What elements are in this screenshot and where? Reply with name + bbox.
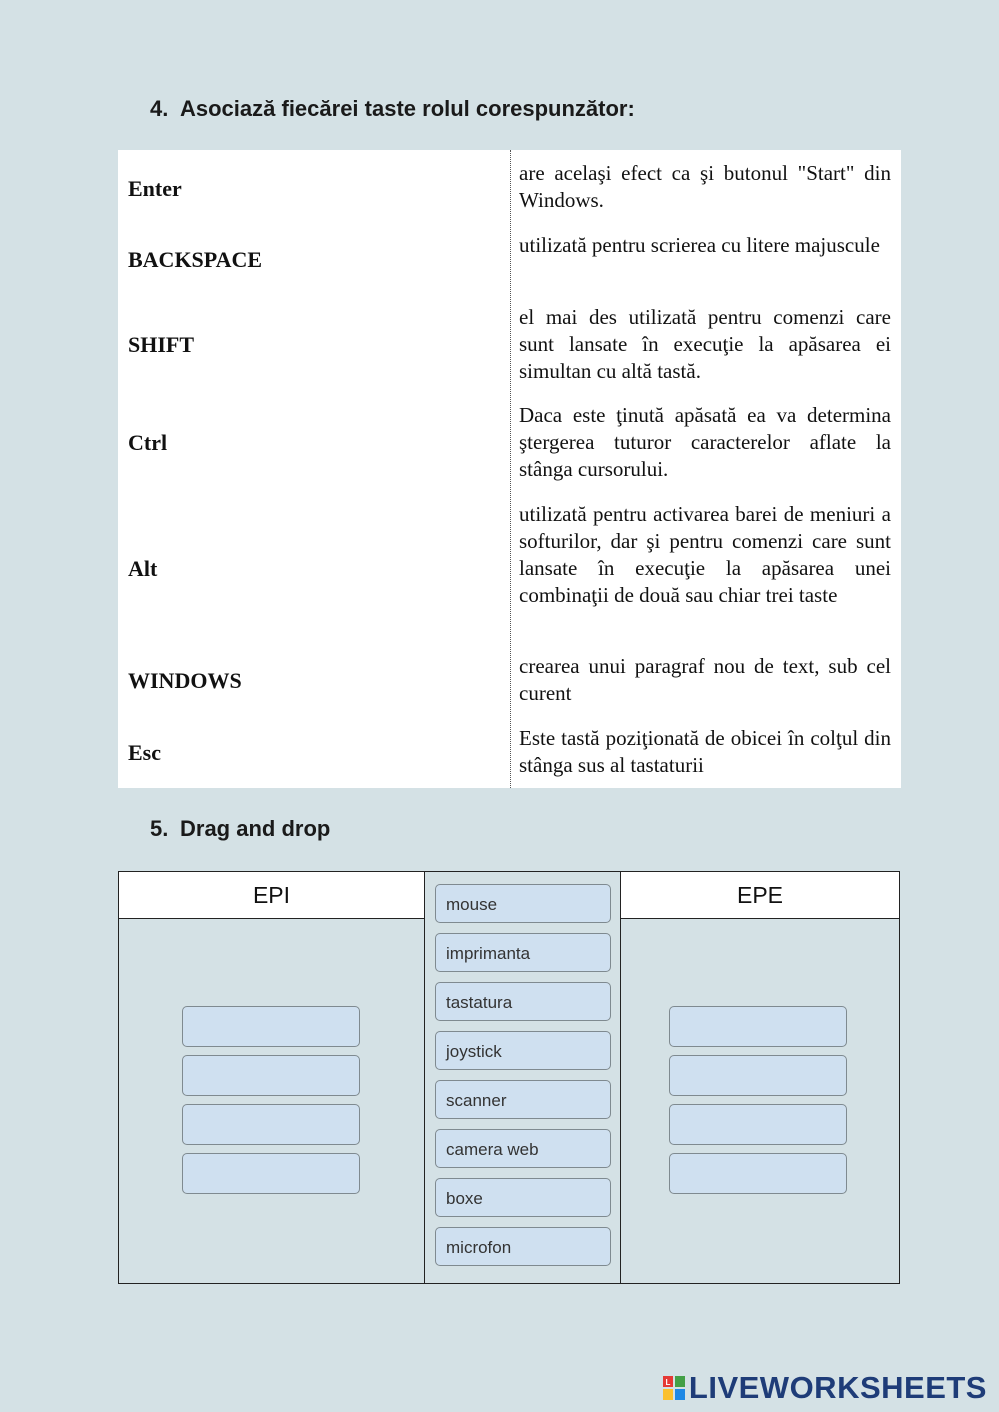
key-label[interactable]: Esc [128, 740, 161, 765]
epi-column [118, 871, 425, 1284]
epi-drop-slot[interactable] [182, 1104, 360, 1145]
key-label[interactable]: WINDOWS [128, 668, 242, 693]
key-description[interactable]: Este tastă poziţionată de obicei în colţul din stânga sus al tastaturii [519, 726, 891, 777]
key-description[interactable]: Daca este ţinută apăsată ea va determina ştergerea tuturor caracterelor aflate la stânga cursorului. [519, 403, 891, 481]
task-5-heading [150, 816, 330, 842]
task-5-number: 5. [150, 816, 169, 841]
liveworksheets-logo-text: LIVEWORKSHEETS [688, 1370, 987, 1405]
epe-drop-slot[interactable] [669, 1153, 847, 1194]
task-4-heading [150, 96, 635, 122]
column-divider [510, 150, 511, 788]
key-label[interactable]: Alt [128, 556, 158, 581]
key-description[interactable]: utilizată pentru activarea barei de meniuri a softurilor, dar şi pentru comenzi care sunt lansate în execuţie la apăsarea unei combinaţii de două sau chiar trei taste [519, 502, 891, 607]
epe-drop-slot[interactable] [669, 1055, 847, 1096]
liveworksheets-logo-icon [663, 1376, 685, 1400]
key-label[interactable]: SHIFT [128, 332, 195, 357]
drag-item-microfon[interactable]: microfon [435, 1227, 611, 1266]
epi-drop-slot[interactable] [182, 1055, 360, 1096]
table-row [118, 160, 901, 220]
drag-item-scanner[interactable]: scanner [435, 1080, 611, 1119]
epe-column [620, 871, 900, 1284]
logo-letter-l: L [665, 1378, 671, 1387]
key-description[interactable]: are acelaşi efect ca şi butonul "Start" din Windows. [519, 161, 891, 212]
key-description[interactable]: el mai des utilizată pentru comenzi care sunt lansate în execuţie la apăsarea ei simultan cu altă tastă. [519, 305, 891, 383]
drag-drop-area [118, 871, 900, 1284]
key-description[interactable]: utilizată pentru scrierea cu litere majuscule [519, 233, 880, 257]
drag-item-imprimanta[interactable]: imprimanta [435, 933, 611, 972]
epe-header: EPE [621, 872, 899, 919]
key-label[interactable]: BACKSPACE [128, 247, 263, 272]
task-5-title: Drag and drop [180, 816, 331, 841]
items-bank [424, 871, 621, 1284]
key-label[interactable]: Enter [128, 176, 182, 201]
epi-drop-slot[interactable] [182, 1006, 360, 1047]
liveworksheets-logo [663, 1370, 987, 1406]
key-description[interactable]: crearea unui paragraf nou de text, sub cel curent [519, 654, 891, 705]
drag-item-mouse[interactable]: mouse [435, 884, 611, 923]
task-4-title: Asociază fiecărei taste rolul corespunzător: [180, 96, 635, 121]
epe-drop-slot[interactable] [669, 1104, 847, 1145]
task-4-number: 4. [150, 96, 169, 121]
key-label[interactable]: Ctrl [128, 430, 168, 455]
drag-item-tastatura[interactable]: tastatura [435, 982, 611, 1021]
drag-item-joystick[interactable]: joystick [435, 1031, 611, 1070]
drag-item-boxe[interactable]: boxe [435, 1178, 611, 1217]
matching-table [118, 150, 901, 788]
epe-drop-slot[interactable] [669, 1006, 847, 1047]
epi-drop-slot[interactable] [182, 1153, 360, 1194]
epi-header: EPI [119, 872, 424, 919]
drag-item-camera-web[interactable]: camera web [435, 1129, 611, 1168]
